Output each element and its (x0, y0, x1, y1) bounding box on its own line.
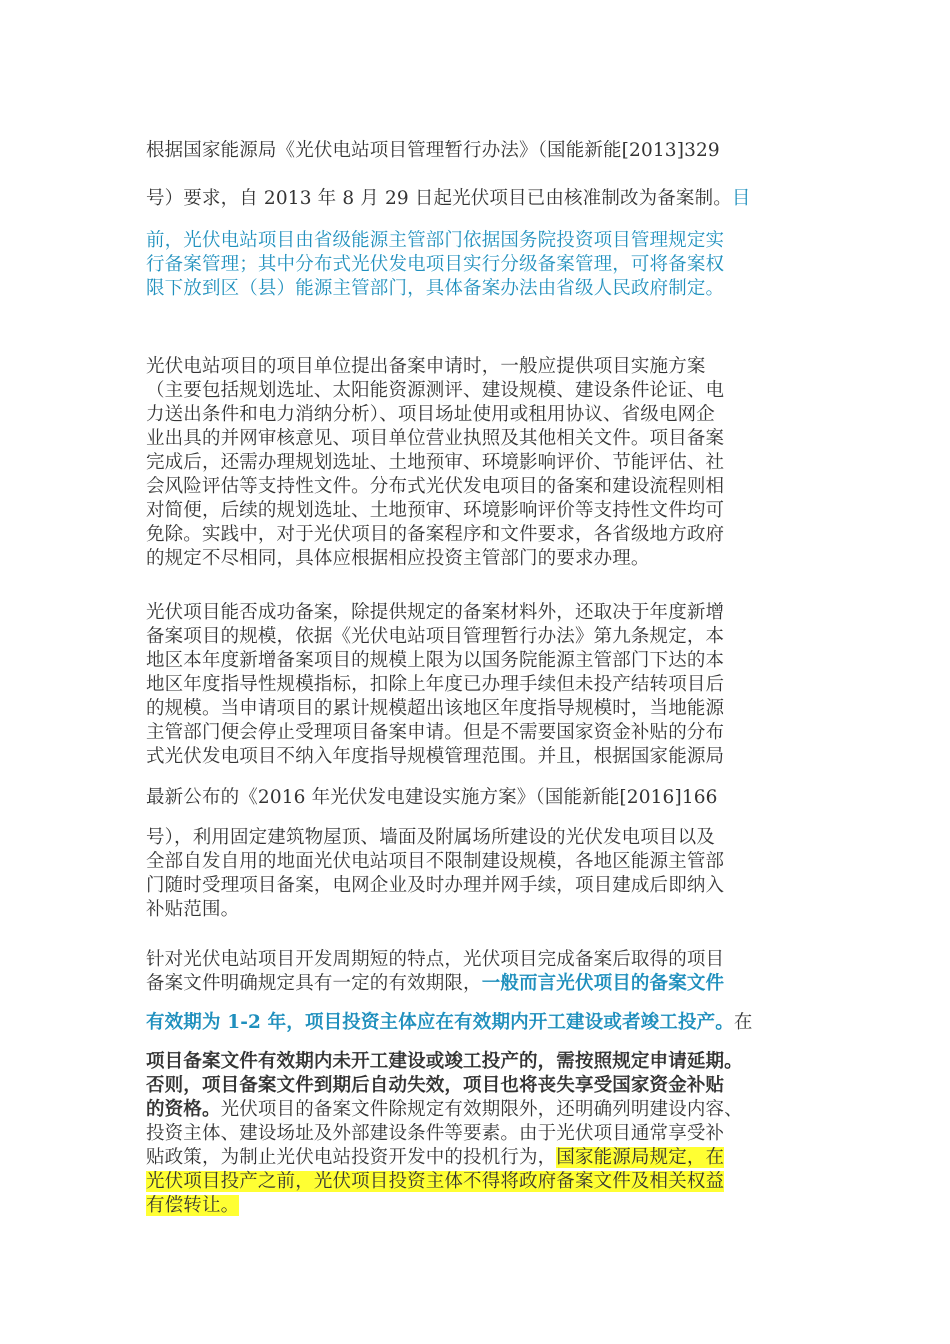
text-line (146, 499, 724, 523)
text-run: 行备案管理；其中分布式光伏发电项目实行分级备案管理，可将备案权 (146, 254, 725, 275)
text-run: 完成后，还需办理规划选址、土地预审、环境影响评价、节能评估、社 (146, 452, 725, 473)
text-line (146, 948, 724, 972)
text-run: 根据国家能源局《光伏电站项目管理暂行办法》（国能新能[2013]329 (146, 140, 720, 161)
text-run: 光伏电站项目的项目单位提出备案申请时，一般应提供项目实施方案 (146, 356, 706, 377)
highlighted-text: 光伏项目投产之前，光伏项目投资主体不得将政府备案文件及相关权益 (146, 1171, 725, 1192)
text-line (146, 721, 724, 745)
text-run: 补贴范围。 (146, 899, 240, 920)
text-line (146, 601, 724, 625)
text-line (146, 475, 724, 499)
text-line (146, 379, 724, 403)
text-line (146, 277, 724, 301)
text-run: 针对光伏电站项目开发周期短的特点，光伏项目完成备案后取得的项目 (146, 949, 725, 970)
text-line (146, 826, 715, 850)
text-run: 门随时受理项目备案，电网企业及时办理并网手续，项目建成后即纳入 (146, 875, 725, 896)
text-run: 有效期为 1-2 年，项目投资主体应在有效期内开工建设或者竣工投产。 (146, 1012, 734, 1033)
text-line (146, 1122, 724, 1146)
text-line (146, 1194, 239, 1218)
text-line (146, 850, 724, 874)
text-run: 主管部门便会停止受理项目备案申请。但是不需要国家资金补贴的分布 (146, 722, 725, 743)
text-line (146, 1170, 724, 1194)
text-run: 式光伏发电项目不纳入年度指导规模管理范围。并且，根据国家能源局 (146, 746, 725, 767)
text-run: 会风险评估等支持性文件。分布式光伏发电项目的备案和建设流程则相 (146, 476, 725, 497)
text-run: 业出具的并网审核意见、项目单位营业执照及其他相关文件。项目备案 (146, 428, 725, 449)
text-run: 前，光伏电站项目由省级能源主管部门依据国务院投资项目管理规定实 (146, 230, 725, 251)
text-run: 地区本年度新增备案项目的规模上限为以国务院能源主管部门下达的本 (146, 650, 725, 671)
text-line (146, 786, 718, 810)
text-run: 号）要求，自 2013 年 8 月 29 日起光伏项目已由核准制改为备案制。 (146, 188, 732, 209)
text-line (146, 1146, 724, 1170)
text-run: 的资格。 (146, 1099, 221, 1120)
text-run: 的规模。当申请项目的累计规模超出该地区年度指导规模时，当地能源 (146, 698, 725, 719)
text-line (146, 649, 724, 673)
text-run: 的规定不尽相同，具体应根据相应投资主管部门的要求办理。 (146, 548, 650, 569)
text-line (146, 451, 724, 475)
text-line (146, 355, 706, 379)
text-line (146, 253, 724, 277)
text-run: 最新公布的《2016 年光伏发电建设实施方案》（国能新能[2016]166 (146, 787, 718, 808)
highlighted-text: 有偿转让。 (146, 1195, 240, 1216)
text-run: 项目备案文件有效期内未开工建设或竣工投产的，需按照规定申请延期。 (146, 1051, 743, 1072)
text-run: 备案文件明确规定具有一定的有效期限， (146, 973, 482, 994)
text-run: 贴政策，为制止光伏电站投资开发中的投机行为， (146, 1147, 557, 1168)
text-run: 否则，项目备案文件到期后自动失效，项目也将丧失享受国家资金补贴 (146, 1075, 725, 1096)
text-run: 光伏项目能否成功备案，除提供规定的备案材料外，还取决于年度新增 (146, 602, 725, 623)
text-run: 目 (731, 188, 751, 209)
text-line (146, 874, 724, 898)
text-line (146, 229, 724, 253)
text-line (146, 972, 724, 996)
text-line (146, 745, 724, 769)
text-line (146, 1050, 743, 1074)
text-line (146, 898, 239, 922)
text-run: 免除。实践中，对于光伏项目的备案程序和文件要求，各省级地方政府 (146, 524, 725, 545)
text-run: 全部自发自用的地面光伏电站项目不限制建设规模，各地区能源主管部 (146, 851, 725, 872)
text-line (146, 403, 715, 427)
text-line (146, 673, 724, 697)
text-run: 光伏项目的备案文件除规定有效期限外，还明确列明建设内容、 (220, 1099, 743, 1120)
text-run: （主要包括规划选址、太阳能资源测评、建设规模、建设条件论证、电 (146, 380, 725, 401)
text-line (146, 187, 751, 211)
text-run: 一般而言光伏项目的备案文件 (481, 973, 725, 994)
text-run: 投资主体、建设场址及外部建设条件等要素。由于光伏项目通常享受补 (146, 1123, 725, 1144)
text-line (146, 697, 724, 721)
text-run: 在 (733, 1012, 753, 1033)
text-run: 号），利用固定建筑物屋顶、墙面及附属场所建设的光伏发电项目以及 (146, 827, 715, 848)
text-run: 地区年度指导性规模指标，扣除上年度已办理手续但未投产结转项目后 (146, 674, 725, 695)
text-line (146, 523, 724, 547)
text-line (146, 1011, 753, 1035)
text-line (146, 547, 650, 571)
text-line (146, 1074, 724, 1098)
text-line (146, 1098, 743, 1122)
highlighted-text: 国家能源局规定，在 (556, 1147, 725, 1168)
text-run: 备案项目的规模，依据《光伏电站项目管理暂行办法》第九条规定，本 (146, 626, 725, 647)
text-run: 对简便，后续的规划选址、土地预审、环境影响评价等支持性文件均可 (146, 500, 725, 521)
text-line (146, 427, 724, 451)
text-line (146, 139, 720, 163)
text-line (146, 625, 724, 649)
text-run: 力送出条件和电力消纳分析）、项目场址使用或租用协议、省级电网企 (146, 404, 715, 425)
text-run: 限下放到区（县）能源主管部门，具体备案办法由省级人民政府制定。 (146, 278, 725, 299)
